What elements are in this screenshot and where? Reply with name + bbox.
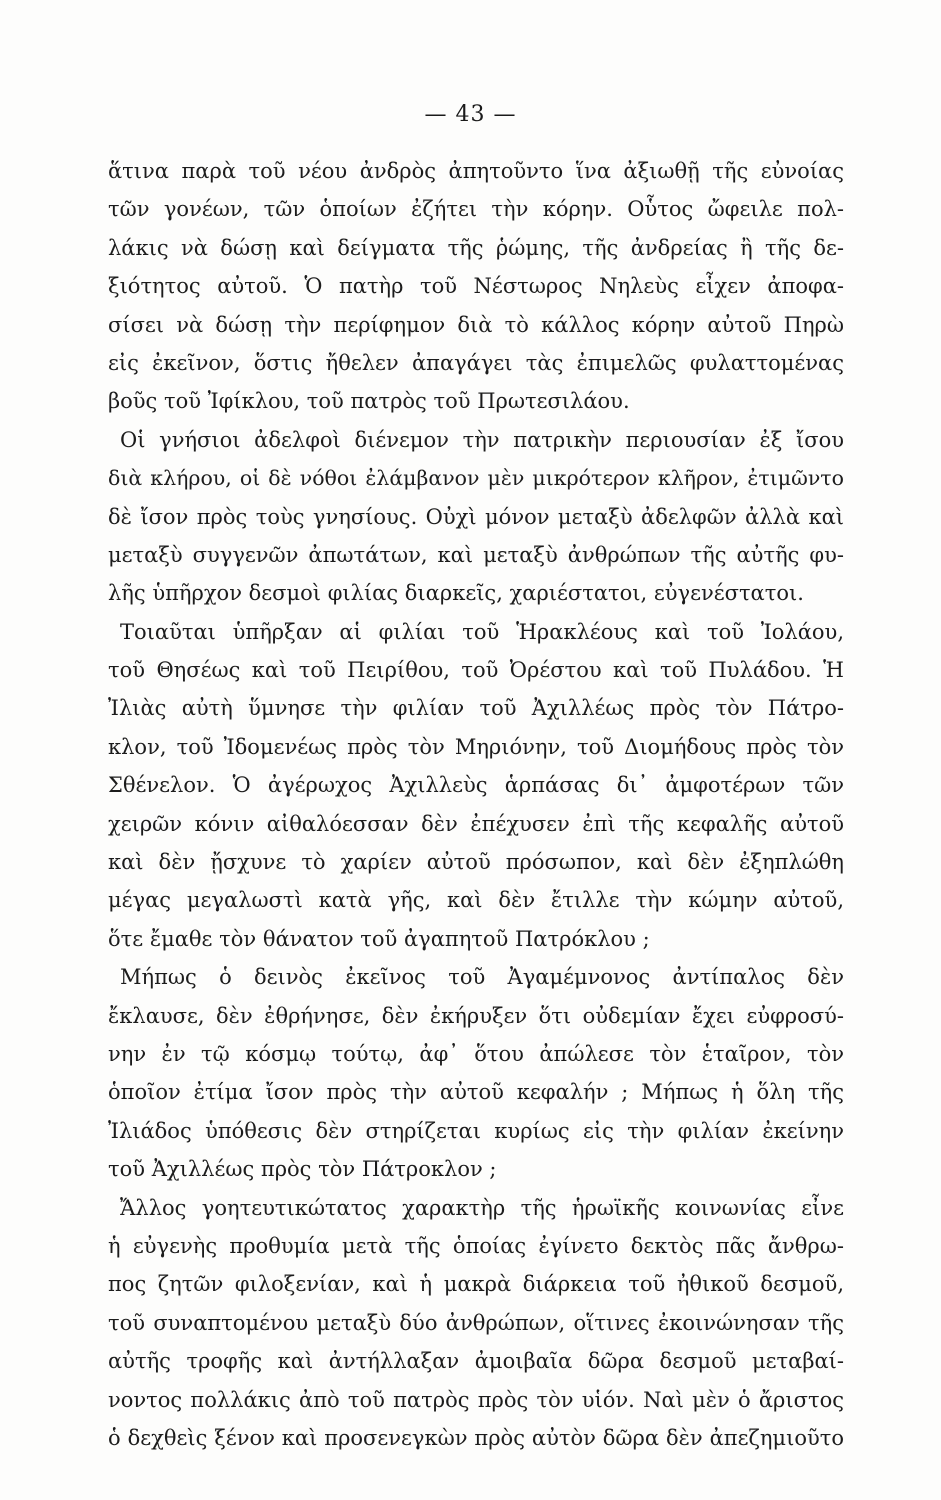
text-line: μέγας μεγαλωστὶ κατὰ γῆς, καὶ δὲν ἔτιλλε τὴν κώμην αὐτοῦ, <box>108 888 844 913</box>
text-line: τοῦ Θησέως καὶ τοῦ Πειρίθου, τοῦ Ὀρέστου καὶ τοῦ Πυλάδου. Ἡ <box>108 658 844 683</box>
text-line: αὐτῆς τροφῆς καὶ ἀντήλλαξαν ἀμοιβαῖα δῶρα δεσμοῦ μεταβαί- <box>108 1349 844 1374</box>
page-number: — 43 — <box>424 102 517 127</box>
text-line: Ἄλλος γοητευτικώτατος χαρακτὴρ τῆς ἡρωϊκῆς κοινωνίας εἶνε <box>120 1195 844 1220</box>
text-line: ἔκλαυσε, δὲν ἐθρήνησε, δὲν ἐκήρυξεν ὅτι οὐδεμίαν ἔχει εὐφροσύ- <box>108 1003 844 1028</box>
text-line: λῆς ὑπῆρχον δεσμοὶ φιλίας διαρκεῖς, χαριέστατοι, εὐγενέστατοι. <box>108 581 804 606</box>
text-line: βοῦς τοῦ Ἰφίκλου, τοῦ πατρὸς τοῦ Πρωτεσιλάου. <box>108 389 630 414</box>
text-line: λάκις νὰ δώσῃ καὶ δείγματα τῆς ῥώμης, τῆς ἀνδρείας ἢ τῆς δε- <box>108 235 844 260</box>
text-line: χειρῶν κόνιν αἰθαλόεσσαν δὲν ἐπέχυσεν ἐπὶ τῆς κεφαλῆς αὐτοῦ <box>108 811 844 836</box>
text-line: Οἱ γνήσιοι ἀδελφοὶ διένεμον τὴν πατρικὴν περιουσίαν ἐξ ἴσου <box>120 427 844 452</box>
text-line: Τοιαῦται ὑπῆρξαν αἱ φιλίαι τοῦ Ἡρακλέους καὶ τοῦ Ἰολάου, <box>120 619 844 644</box>
text-line: ὅτε ἔμαθε τὸν θάνατον τοῦ ἀγαπητοῦ Πατρόκλου ; <box>108 926 650 951</box>
text-line: μεταξὺ συγγενῶν ἀπωτάτων, καὶ μεταξὺ ἀνθρώπων τῆς αὐτῆς φυ- <box>108 542 844 567</box>
text-line: τοῦ Ἀχιλλέως πρὸς τὸν Πάτροκλον ; <box>108 1157 497 1182</box>
text-line: κλον, τοῦ Ἰδομενέως πρὸς τὸν Μηριόνην, τοῦ Διομήδους πρὸς τὸν <box>108 734 844 759</box>
text-line: τῶν γονέων, τῶν ὁποίων ἐζήτει τὴν κόρην. Οὗτος ὤφειλε πολ- <box>108 197 844 222</box>
text-line: ξιότητος αὐτοῦ. Ὁ πατὴρ τοῦ Νέστωρος Νηλεὺς εἶχεν ἀποφα- <box>108 274 844 299</box>
text-line: Σθένελον. Ὁ ἀγέρωχος Ἀχιλλεὺς ἁρπάσας δι᾽ ἀμφοτέρων τῶν <box>108 773 844 798</box>
text-line: σίσει νὰ δώσῃ τὴν περίφημον διὰ τὸ κάλλος κόρην αὐτοῦ Πηρὼ <box>108 312 844 337</box>
text-line: νην ἐν τῷ κόσμῳ τούτῳ, ἀφ᾽ ὅτου ἀπώλεσε τὸν ἑταῖρον, τὸν <box>108 1041 844 1066</box>
text-line: εἰς ἐκεῖνον, ὅστις ἤθελεν ἀπαγάγει τὰς ἐπιμελῶς φυλαττομένας <box>108 350 844 375</box>
text-line: πος ζητῶν φιλοξενίαν, καὶ ἡ μακρὰ διάρκεια τοῦ ἠθικοῦ δεσμοῦ, <box>108 1272 844 1297</box>
text-line: διὰ κλήρου, οἱ δὲ νόθοι ἐλάμβανον μὲν μικρότερον κλῆρον, ἐτιμῶντο <box>108 466 844 491</box>
text-line: ὁ δεχθεὶς ξένον καὶ προσενεγκὼν πρὸς αὐτὸν δῶρα δὲν ἀπεζημιοῦτο <box>108 1425 844 1450</box>
text-line: καὶ δὲν ᾔσχυνε τὸ χαρίεν αὐτοῦ πρόσωπον, καὶ δὲν ἐξηπλώθη <box>108 850 844 875</box>
text-line: ἡ εὐγενὴς προθυμία μετὰ τῆς ὁποίας ἐγίνετο δεκτὸς πᾶς ἄνθρω- <box>108 1233 844 1258</box>
text-line: Ἰλιὰς αὐτὴ ὕμνησε τὴν φιλίαν τοῦ Ἀχιλλέως πρὸς τὸν Πάτρο- <box>108 696 844 721</box>
text-line: Μήπως ὁ δεινὸς ἐκεῖνος τοῦ Ἀγαμέμνονος ἀντίπαλος δὲν <box>120 965 844 990</box>
text-line: ὁποῖον ἐτίμα ἴσον πρὸς τὴν αὐτοῦ κεφαλήν ; Μήπως ἡ ὅλη τῆς <box>108 1080 844 1105</box>
text-line: δὲ ἴσον πρὸς τοὺς γνησίους. Οὐχὶ μόνον μεταξὺ ἀδελφῶν ἀλλὰ καὶ <box>108 504 844 529</box>
text-line: τοῦ συναπτομένου μεταξὺ δύο ἀνθρώπων, οἵτινες ἐκοινώνησαν τῆς <box>108 1310 844 1335</box>
text-line: νοντος πολλάκις ἀπὸ τοῦ πατρὸς πρὸς τὸν υἱόν. Ναὶ μὲν ὁ ἄριστος <box>108 1387 844 1412</box>
text-line: Ἰλιάδος ὑπόθεσις δὲν στηρίζεται κυρίως εἰς τὴν φιλίαν ἐκείνην <box>108 1118 844 1143</box>
body-text <box>108 152 844 1457</box>
text-line: ἅτινα παρὰ τοῦ νέου ἀνδρὸς ἀπητοῦντο ἵνα ἀξιωθῇ τῆς εὐνοίας <box>108 159 844 183</box>
